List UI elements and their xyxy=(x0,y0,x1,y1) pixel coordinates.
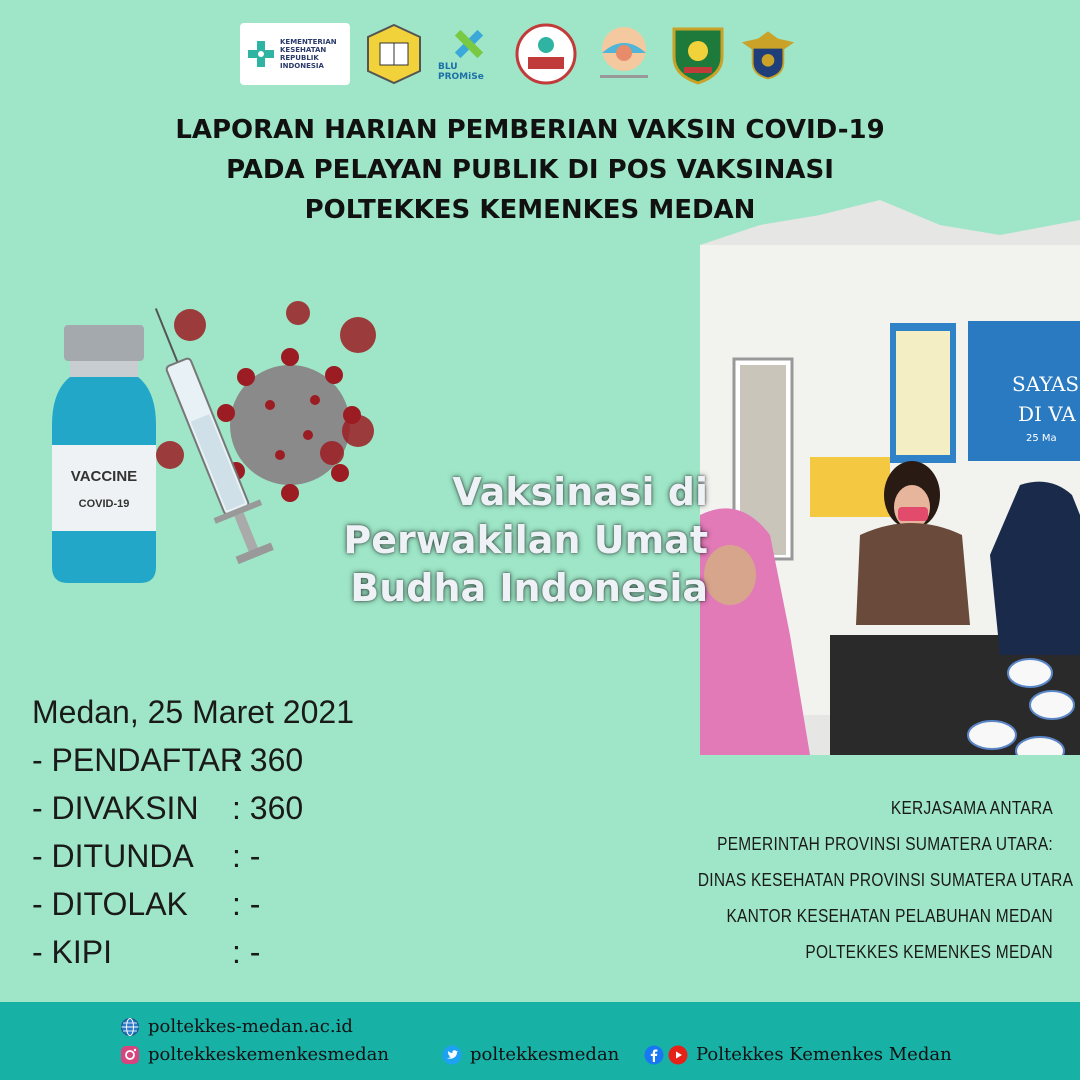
stat-row xyxy=(32,928,452,976)
website-text: poltekkes-medan.ac.id xyxy=(148,1016,353,1037)
website-link[interactable] xyxy=(120,1016,353,1037)
stat-value-ditunda: : - xyxy=(232,838,261,874)
blu-promise-text: BLU PROMiSe xyxy=(438,62,484,82)
health-promotion-logo xyxy=(592,23,656,85)
banner-text-2: DI VA xyxy=(1018,402,1076,426)
title-line-1: LAPORAN HARIAN PEMBERIAN VAKSIN COVID-19 xyxy=(175,115,885,145)
stat-row xyxy=(32,832,452,880)
title-line-3: POLTEKKES KEMENKES MEDAN xyxy=(304,195,756,225)
twitter-text: poltekkesmedan xyxy=(470,1044,620,1065)
stat-label-pendaftar: - PENDAFTAR xyxy=(32,742,243,778)
blu-promise-logo xyxy=(438,23,500,85)
collab-line-4: KANTOR KESEHATAN PELABUHAN MEDAN xyxy=(726,906,1053,926)
stat-value-pendaftar: : 360 xyxy=(232,742,304,778)
instagram-text: poltekkeskemenkesmedan xyxy=(148,1044,389,1065)
stat-label-kipi: - KIPI xyxy=(32,934,113,970)
stat-row xyxy=(32,880,452,928)
stat-label-ditunda: - DITUNDA xyxy=(32,838,194,874)
headline-line-1: Vaksinasi di xyxy=(452,470,708,514)
facebook-icon xyxy=(644,1045,664,1065)
vaccine-vial-icon xyxy=(52,325,156,583)
partner-logos xyxy=(240,18,850,90)
headline-line-2: Perwakilan Umat xyxy=(343,518,708,562)
collaboration-credits xyxy=(640,790,1074,970)
title-line-2: PADA PELAYAN PUBLIK DI POS VAKSINASI xyxy=(226,155,834,185)
vial-label-covid: COVID-19 xyxy=(78,498,130,510)
banner-text: SAYAS xyxy=(1012,372,1080,396)
stat-value-divaksin: : 360 xyxy=(232,790,304,826)
poltekkes-logo xyxy=(364,23,424,85)
blu-promise-mark-icon xyxy=(449,26,489,62)
footer-bar xyxy=(0,1002,1080,1080)
stat-row xyxy=(32,784,452,832)
globe-icon xyxy=(120,1017,140,1037)
collab-line-1: KERJASAMA ANTARA xyxy=(890,798,1053,818)
daily-report xyxy=(32,688,452,976)
vaccination-photo xyxy=(700,195,1080,795)
youtube-icon xyxy=(668,1045,688,1065)
kemenkes-logo xyxy=(240,23,350,85)
stat-value-ditolak: : - xyxy=(232,886,261,922)
twitter-link[interactable] xyxy=(442,1044,619,1065)
port-health-office-logo xyxy=(740,24,796,84)
kemenkes-logo-text: KEMENTERIAN KESEHATAN REPUBLIK INDONESIA xyxy=(280,38,337,70)
facebook-youtube-link[interactable] xyxy=(644,1044,952,1065)
province-emblem-logo xyxy=(670,24,726,84)
stat-value-kipi: : - xyxy=(232,934,261,970)
report-date: Medan, 25 Maret 2021 xyxy=(32,694,354,730)
instagram-link[interactable] xyxy=(120,1044,389,1065)
event-headline xyxy=(268,468,708,612)
vial-label-vaccine: VACCINE xyxy=(70,468,138,485)
stat-row xyxy=(32,736,452,784)
instagram-icon xyxy=(120,1045,140,1065)
stat-label-divaksin: - DIVAKSIN xyxy=(32,790,199,826)
stat-label-ditolak: - DITOLAK xyxy=(32,886,188,922)
headline-line-3: Budha Indonesia xyxy=(350,566,708,610)
vaccine-campaign-logo xyxy=(514,23,578,85)
twitter-icon xyxy=(442,1045,462,1065)
facebook-youtube-text: Poltekkes Kemenkes Medan xyxy=(696,1044,952,1065)
kemenkes-mark-icon xyxy=(246,39,276,69)
collab-line-5: POLTEKKES KEMENKES MEDAN xyxy=(805,942,1053,962)
collab-line-3: DINAS KESEHATAN PROVINSI SUMATERA UTARA xyxy=(697,870,1074,890)
banner-date: 25 Ma xyxy=(1026,433,1057,444)
collab-line-2: PEMERINTAH PROVINSI SUMATERA UTARA: xyxy=(717,834,1053,854)
